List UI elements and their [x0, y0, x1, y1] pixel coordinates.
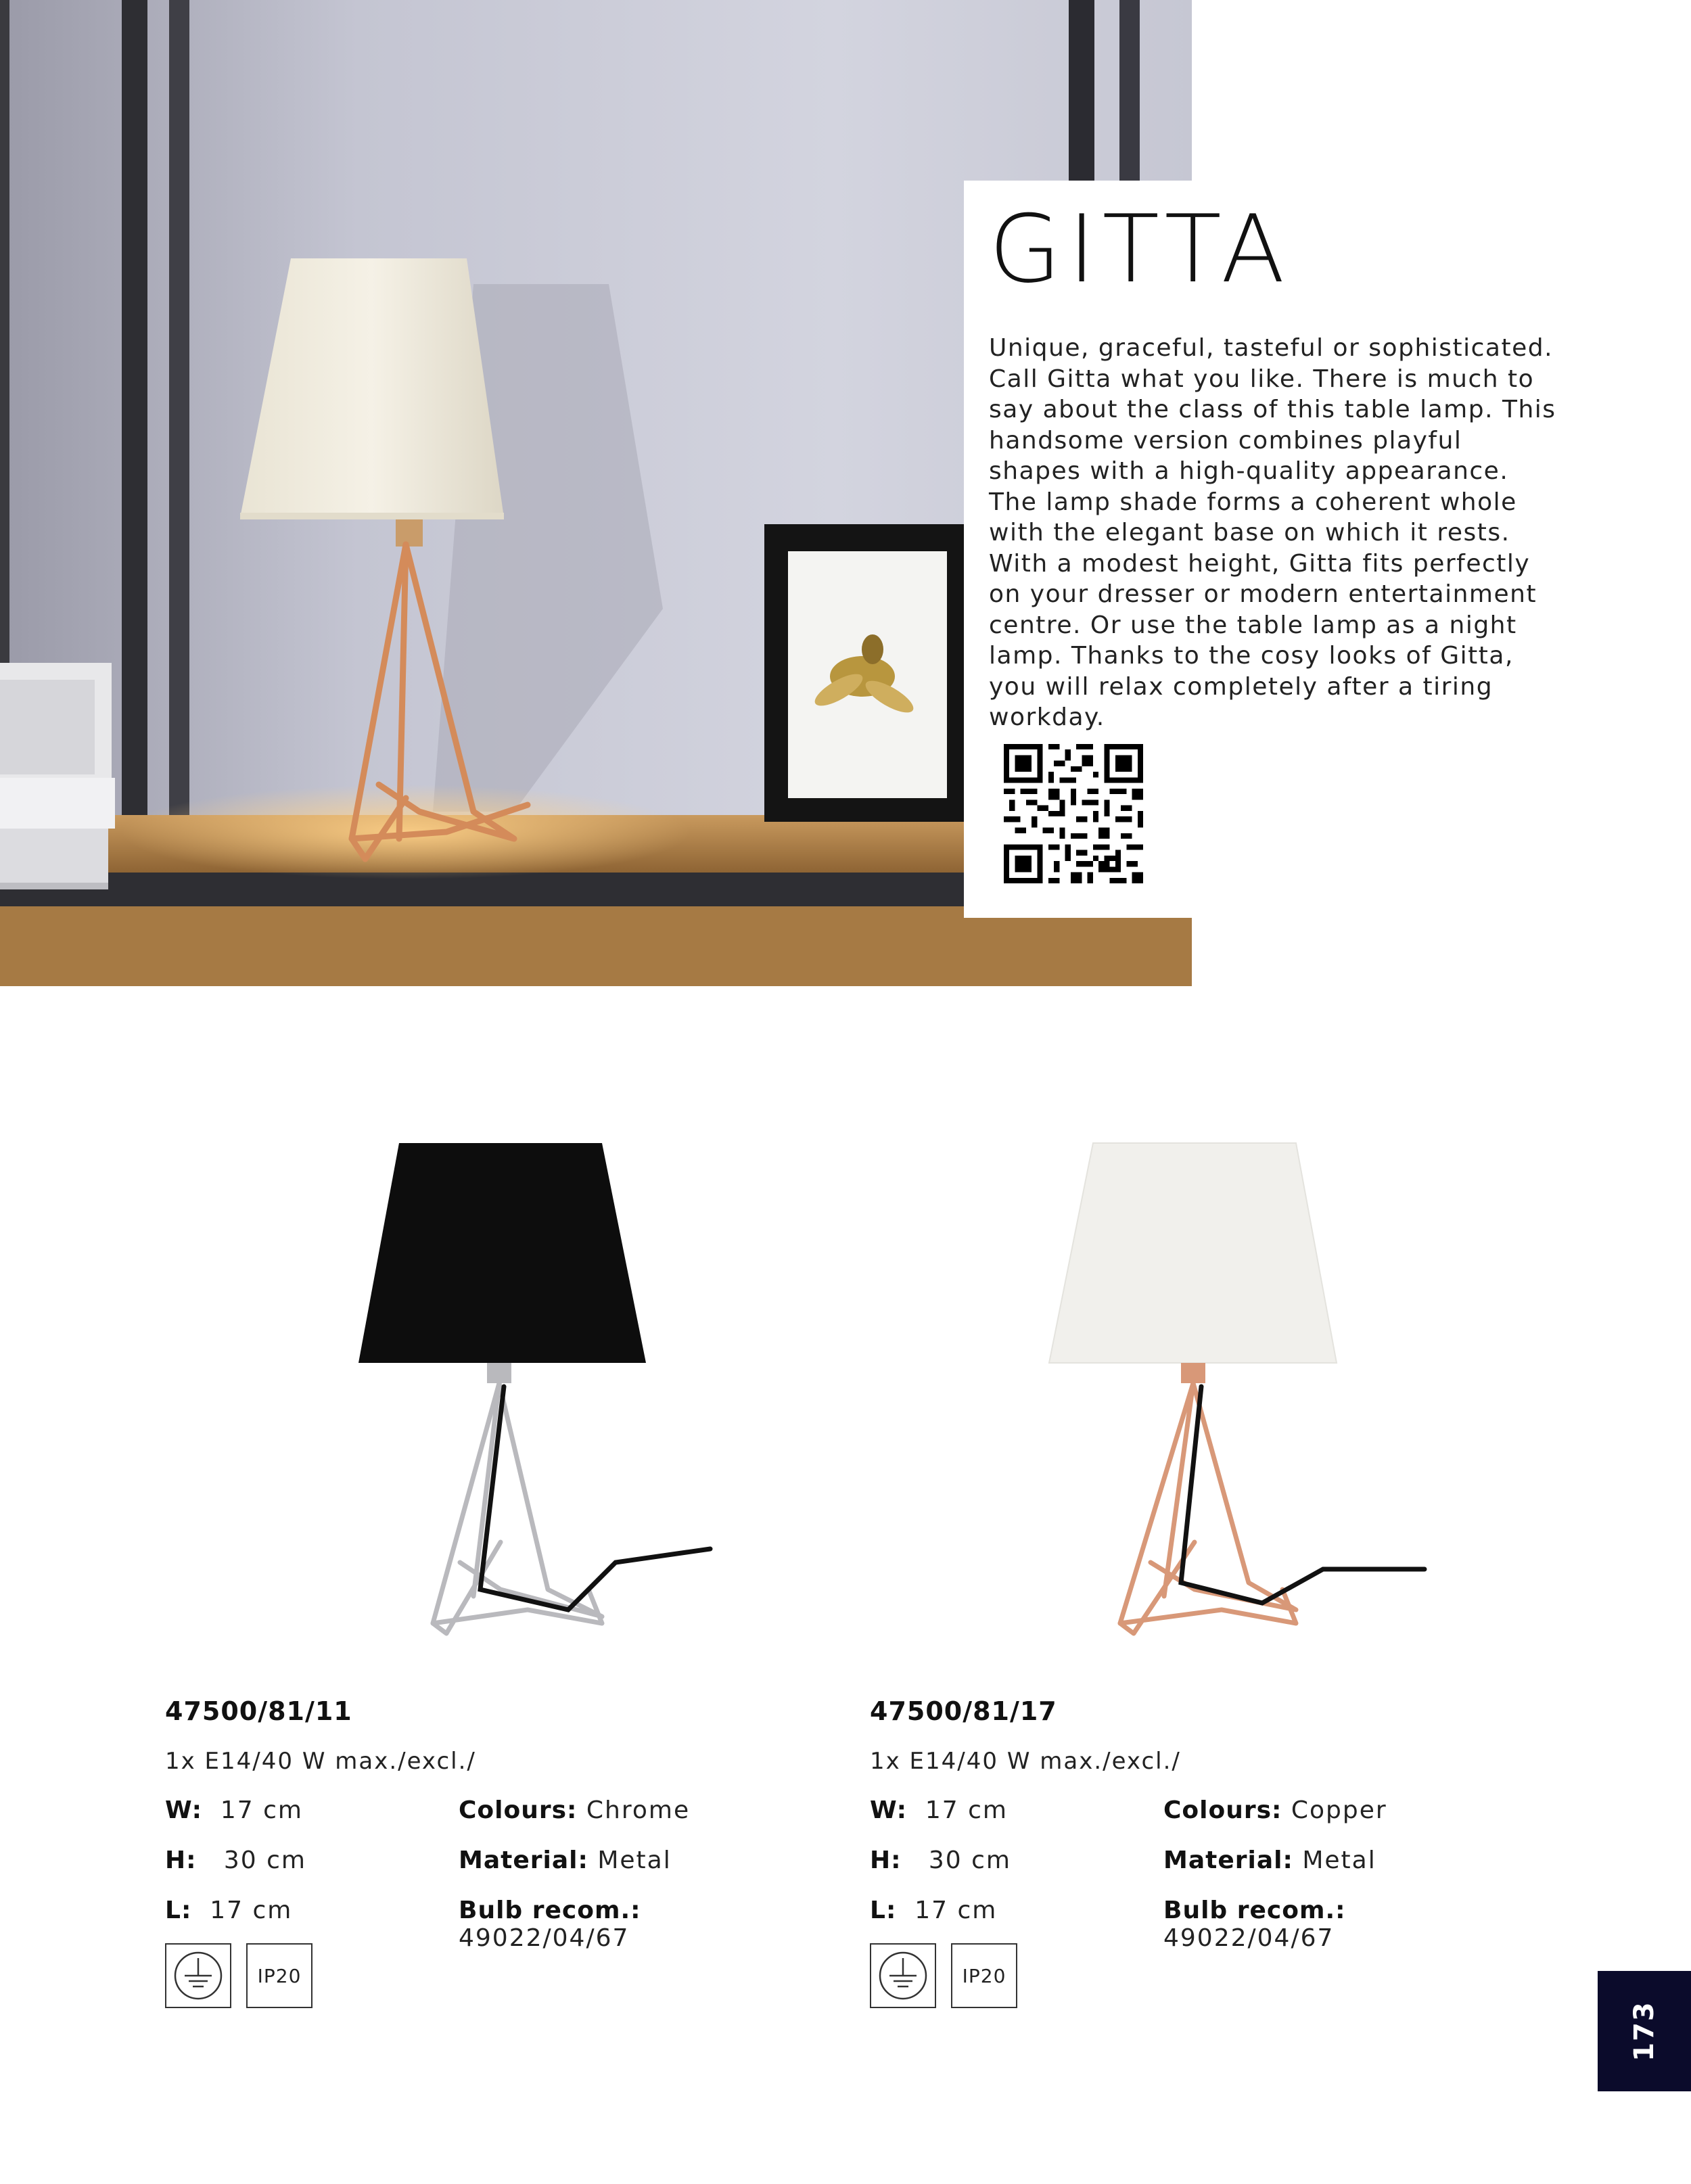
width-spec: W: 17 cm — [165, 1796, 304, 1824]
material-spec: Material: Metal — [1163, 1846, 1376, 1874]
product-code: 47500/81/11 — [165, 1696, 352, 1726]
bulb-recommendation: Bulb recom.: 49022/04/67 — [1163, 1897, 1346, 1952]
bulb-spec: 1x E14/40 W max./excl./ — [165, 1748, 476, 1775]
colour-spec: Colours: Chrome — [459, 1796, 691, 1824]
qr-code-icon[interactable] — [1004, 744, 1143, 883]
ip-rating-badge: IP20 — [246, 1943, 312, 2008]
product-image-chrome — [345, 1123, 724, 1653]
ip-rating-badge: IP20 — [951, 1943, 1017, 2008]
page-number: 173 — [1629, 2001, 1660, 2062]
lamp-shade — [358, 1143, 646, 1363]
bulb-recommendation: Bulb recom.: 49022/04/67 — [459, 1897, 641, 1952]
earth-ground-icon — [870, 1943, 936, 2008]
height-spec: H: 30 cm — [870, 1846, 1011, 1874]
product-description: Unique, graceful, tasteful or sophisticated. Call Gitta what you like. There is much to say about the class of this table lamp. This handsome version combines playful shapes with a high-quality appearance. The lamp shade forms a coherent whole with the elegant base on which it rests. With a modest height, Gitta fits perfectly on your dresser or modern entertainment centre. Or use the table lamp as a night lamp. Thanks to the cosy looks of Gitta, you will relax completely after a tiring workday. — [989, 334, 1556, 731]
product-title: GITTA — [989, 195, 1292, 304]
product-image-copper — [1039, 1123, 1445, 1653]
product-code: 47500/81/17 — [870, 1696, 1057, 1726]
product-info-copper — [870, 1696, 1519, 1987]
bulb-spec: 1x E14/40 W max./excl./ — [870, 1748, 1181, 1775]
colour-spec: Colours: Copper — [1163, 1796, 1387, 1824]
page-number-tab — [1598, 1971, 1691, 2091]
lamp-shade — [1049, 1143, 1337, 1363]
earth-ground-icon — [165, 1943, 231, 2008]
product-info-chrome — [165, 1696, 814, 1987]
length-spec: L: 17 cm — [870, 1897, 998, 1924]
length-spec: L: 17 cm — [165, 1897, 293, 1924]
height-spec: H: 30 cm — [165, 1846, 306, 1874]
material-spec: Material: Metal — [459, 1846, 672, 1874]
width-spec: W: 17 cm — [870, 1796, 1009, 1824]
